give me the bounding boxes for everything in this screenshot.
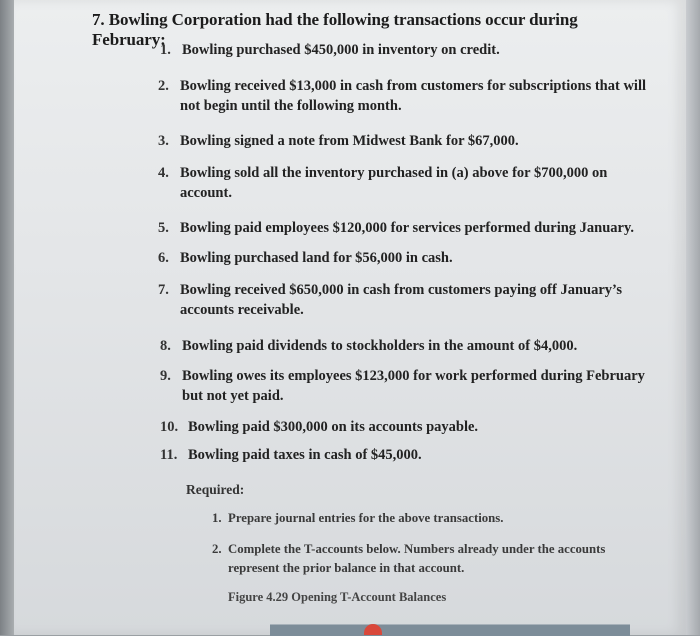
transaction-line: Bowling sold all the inventory purchased in (a) above for $700,000 on — [180, 165, 608, 181]
transaction-number: 3. — [158, 133, 169, 149]
transaction-text — [182, 336, 577, 356]
transaction-item — [160, 366, 660, 406]
transaction-text — [188, 417, 478, 437]
transaction-number: 1. — [160, 42, 171, 58]
transaction-text — [180, 218, 634, 238]
transaction-item — [158, 248, 453, 268]
transaction-text — [182, 40, 500, 60]
transaction-text — [180, 131, 519, 151]
transaction-line: Bowling paid employees $120,000 for services performed during January. — [180, 220, 635, 236]
transaction-line: Bowling purchased land for $56,000 in cash. — [180, 250, 453, 266]
transaction-line: not begin until the following month. — [180, 98, 402, 114]
transaction-line: but not yet paid. — [182, 388, 284, 404]
transaction-number: 5. — [158, 220, 169, 236]
required-line: Complete the T-accounts below. Numbers already under the accounts — [228, 542, 606, 556]
transaction-line: Bowling owes its employees $123,000 for work performed during February — [182, 368, 645, 384]
required-text: Prepare journal entries for the above transactions. — [228, 511, 504, 525]
left-margin — [0, 0, 14, 635]
transaction-line: Bowling paid dividends to stockholders in the amount of $4,000. — [182, 338, 578, 354]
transaction-text — [180, 76, 646, 116]
transaction-item — [158, 131, 519, 151]
figure-top-edge — [270, 624, 630, 636]
transaction-line: accounts receivable. — [180, 302, 304, 318]
transaction-text — [180, 163, 607, 203]
transaction-number: 8. — [160, 338, 171, 354]
required-text — [228, 540, 605, 578]
required-number: 1. — [212, 511, 222, 525]
required-line: represent the prior balance in that account. — [228, 561, 465, 575]
transaction-number: 9. — [160, 368, 171, 384]
transaction-number: 7. — [158, 282, 169, 298]
transaction-item — [160, 336, 577, 356]
transaction-line: account. — [180, 185, 232, 201]
transaction-number: 11. — [160, 447, 178, 463]
transaction-item — [158, 218, 634, 238]
transaction-item — [158, 280, 658, 320]
red-marker — [364, 624, 382, 635]
transaction-item — [158, 76, 658, 116]
transaction-item — [160, 445, 422, 465]
transaction-item — [160, 40, 500, 60]
transaction-line: Bowling received $650,000 in cash from customers paying off January’s — [180, 282, 622, 298]
required-heading: Required: — [186, 482, 245, 497]
transaction-line: Bowling received $13,000 in cash from customers for subscriptions that will — [180, 78, 647, 94]
transaction-line: Bowling purchased $450,000 in inventory on credit. — [182, 42, 500, 58]
page-right-edge — [686, 0, 700, 635]
required-item — [212, 540, 632, 578]
transaction-number: 4. — [158, 165, 169, 181]
transaction-text — [180, 280, 622, 320]
transaction-number: 10. — [160, 419, 179, 435]
question-title: 7. Bowling Corporation had the following transactions occur during February: — [92, 10, 578, 49]
transaction-text — [182, 366, 645, 406]
transaction-item — [160, 417, 478, 437]
transaction-number: 2. — [158, 78, 169, 94]
transaction-line: Bowling paid $300,000 on its accounts payable. — [188, 419, 479, 435]
required-item — [212, 509, 503, 528]
figure-caption: Figure 4.29 Opening T-Account Balances — [228, 590, 447, 604]
transaction-item — [158, 163, 658, 203]
transaction-line: Bowling signed a note from Midwest Bank for $67,000. — [180, 133, 519, 149]
transaction-line: Bowling paid taxes in cash of $45,000. — [188, 447, 422, 463]
transaction-number: 6. — [158, 250, 169, 266]
transaction-text — [180, 248, 453, 268]
required-number: 2. — [212, 542, 222, 556]
transaction-text — [188, 445, 422, 465]
